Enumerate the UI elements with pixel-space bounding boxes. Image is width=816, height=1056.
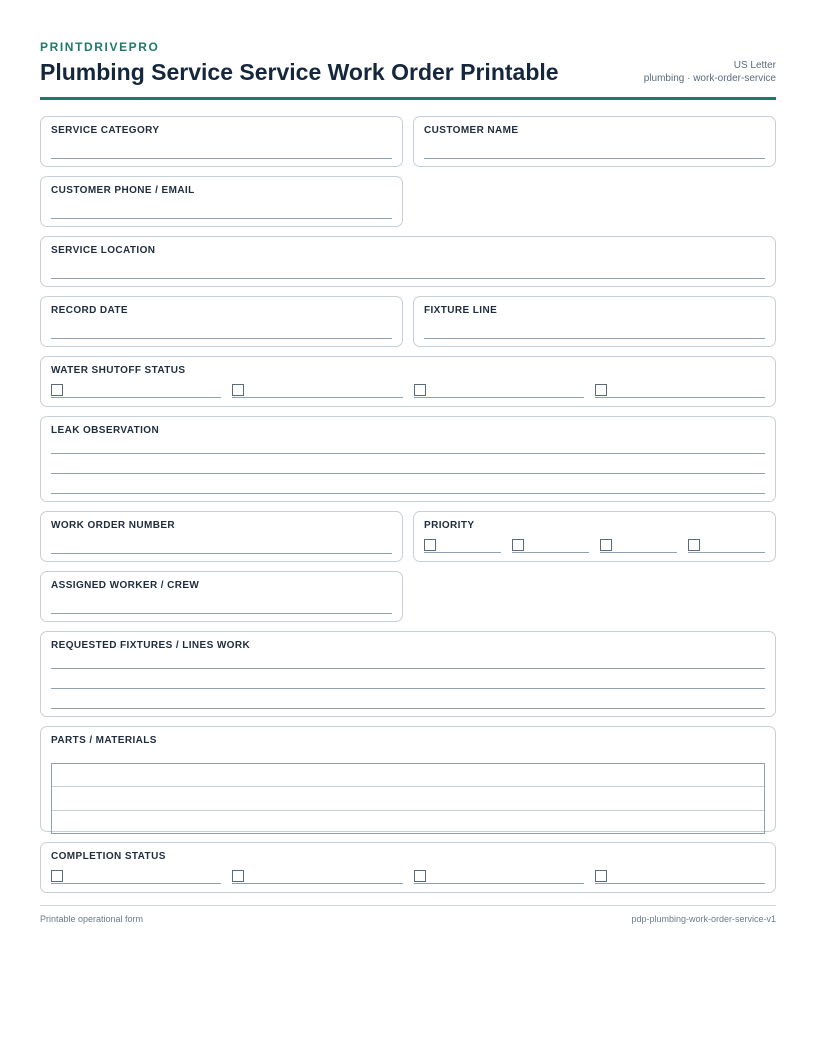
completion-status-label: COMPLETION STATUS: [51, 851, 166, 862]
assigned-worker-label: ASSIGNED WORKER / CREW: [51, 580, 200, 591]
completion-status-option[interactable]: [51, 869, 221, 884]
parts-materials-label: PARTS / MATERIALS: [51, 735, 157, 746]
service-location-field[interactable]: [40, 236, 776, 287]
page-header: [40, 40, 776, 100]
parts-table: [51, 763, 765, 834]
customer-name-line[interactable]: [424, 158, 765, 159]
priority-options: [424, 538, 765, 553]
work-order-number-field[interactable]: [40, 511, 403, 562]
form-id: pdp-plumbing-work-order-service-v1: [631, 914, 776, 924]
completion-status-options: [51, 869, 765, 884]
priority-label: PRIORITY: [424, 520, 475, 531]
customer-contact-line[interactable]: [51, 218, 392, 219]
water-shutoff-label: WATER SHUTOFF STATUS: [51, 365, 186, 376]
water-shutoff-option[interactable]: [51, 383, 221, 398]
requested-work-line[interactable]: [51, 708, 765, 709]
work-order-number-label: WORK ORDER NUMBER: [51, 520, 176, 531]
water-shutoff-field: [40, 356, 776, 407]
requested-work-field[interactable]: [40, 631, 776, 717]
checkbox[interactable]: [688, 539, 700, 551]
priority-option[interactable]: [512, 538, 589, 553]
assigned-worker-line[interactable]: [51, 613, 392, 614]
checkbox[interactable]: [414, 384, 426, 396]
checkbox[interactable]: [51, 870, 63, 882]
table-row[interactable]: [52, 764, 764, 787]
leak-observation-line[interactable]: [51, 493, 765, 494]
priority-option[interactable]: [424, 538, 501, 553]
fixture-line-label: FIXTURE LINE: [424, 305, 498, 316]
checkbox[interactable]: [232, 384, 244, 396]
parts-materials-field: [40, 726, 776, 832]
page-meta: [644, 59, 776, 85]
service-category-field[interactable]: [40, 116, 403, 167]
service-location-label: SERVICE LOCATION: [51, 245, 156, 256]
completion-status-field: [40, 842, 776, 893]
work-order-number-line[interactable]: [51, 553, 392, 554]
page-title: Plumbing Service Service Work Order Printable: [40, 59, 559, 85]
paper-size: US Letter: [733, 60, 776, 71]
record-date-field[interactable]: [40, 296, 403, 347]
leak-observation-line[interactable]: [51, 453, 765, 454]
customer-name-field[interactable]: [413, 116, 776, 167]
fixture-line-line[interactable]: [424, 338, 765, 339]
checkbox[interactable]: [424, 539, 436, 551]
completion-status-option[interactable]: [414, 869, 584, 884]
priority-option[interactable]: [600, 538, 677, 553]
fixture-line-field[interactable]: [413, 296, 776, 347]
table-row[interactable]: [52, 811, 764, 834]
priority-field: [413, 511, 776, 562]
table-row[interactable]: [52, 787, 764, 810]
customer-contact-field[interactable]: [40, 176, 403, 227]
completion-status-option[interactable]: [232, 869, 402, 884]
leak-observation-field[interactable]: [40, 416, 776, 502]
checkbox[interactable]: [595, 870, 607, 882]
requested-work-line[interactable]: [51, 688, 765, 689]
service-category-label: SERVICE CATEGORY: [51, 125, 160, 136]
customer-contact-label: CUSTOMER PHONE / EMAIL: [51, 185, 195, 196]
record-date-line[interactable]: [51, 338, 392, 339]
record-date-label: RECORD DATE: [51, 305, 128, 316]
assigned-worker-field[interactable]: [40, 571, 403, 622]
customer-name-label: CUSTOMER NAME: [424, 125, 519, 136]
form-tags: plumbing · work-order-service: [643, 73, 776, 84]
page-footer: [40, 905, 776, 924]
checkbox[interactable]: [512, 539, 524, 551]
water-shutoff-option[interactable]: [414, 383, 584, 398]
checkbox[interactable]: [51, 384, 63, 396]
requested-work-label: REQUESTED FIXTURES / LINES WORK: [51, 640, 251, 651]
water-shutoff-option[interactable]: [232, 383, 402, 398]
brand-name: PRINTDRIVEPRO: [40, 40, 160, 54]
footer-note: Printable operational form: [40, 914, 144, 924]
service-location-line[interactable]: [51, 278, 765, 279]
priority-option[interactable]: [688, 538, 765, 553]
service-category-line[interactable]: [51, 158, 392, 159]
leak-observation-line[interactable]: [51, 473, 765, 474]
checkbox[interactable]: [595, 384, 607, 396]
checkbox[interactable]: [600, 539, 612, 551]
checkbox[interactable]: [414, 870, 426, 882]
completion-status-option[interactable]: [595, 869, 765, 884]
requested-work-line[interactable]: [51, 668, 765, 669]
water-shutoff-options: [51, 383, 765, 398]
checkbox[interactable]: [232, 870, 244, 882]
leak-observation-label: LEAK OBSERVATION: [51, 425, 160, 436]
water-shutoff-option[interactable]: [595, 383, 765, 398]
